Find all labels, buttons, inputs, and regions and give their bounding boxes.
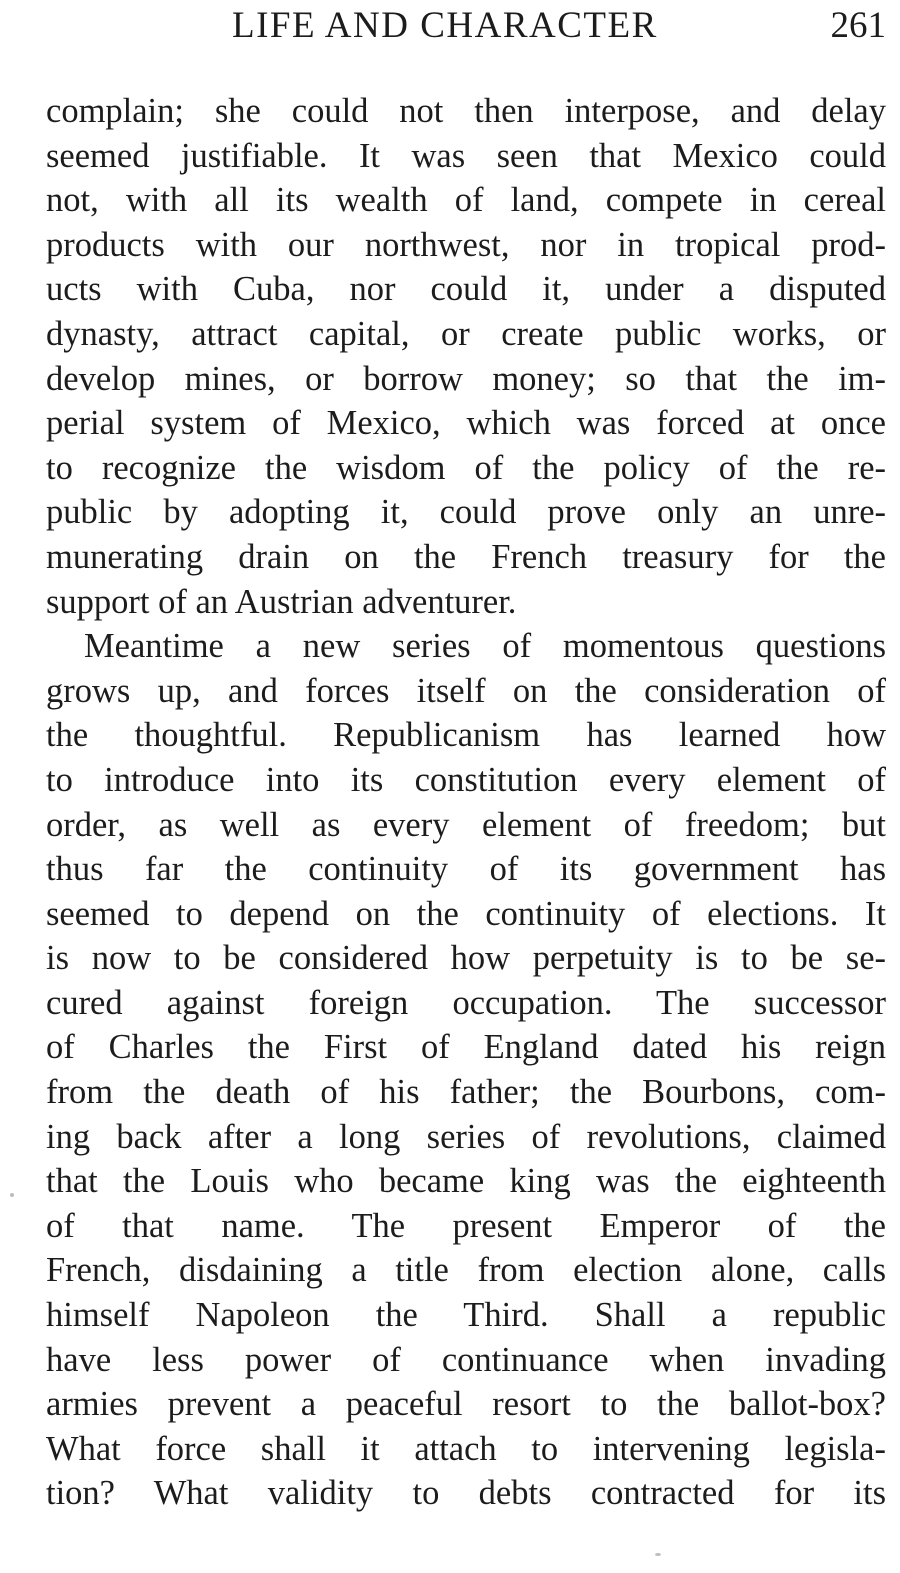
text-line: complain; she could not then interpose, and delay [46, 92, 886, 130]
running-head [46, 2, 886, 50]
text-line: public by adopting it, could prove only an unre- [46, 493, 886, 532]
body-text [46, 89, 886, 1516]
text-line: Meantime a new series of momentous questions [84, 627, 886, 666]
text-line: thus far the continuity of its government has [46, 850, 886, 889]
text-line: tion? What validity to debts contracted for its [46, 1474, 886, 1513]
text-line: order, as well as every element of freedom; but [46, 805, 886, 844]
text-line: ing back after a long series of revolutions, claimed [46, 1117, 886, 1156]
text-line: to recognize the wisdom of the policy of the re- [46, 448, 886, 487]
text-line: seemed justifiable. It was seen that Mexico could [46, 136, 886, 175]
text-line: have less power of continuance when invading [46, 1340, 886, 1379]
text-line: not, with all its wealth of land, compete in cereal [46, 181, 886, 220]
text-line: perial system of Mexico, which was forced at once [46, 404, 886, 443]
text-line: What force shall it attach to intervening legisla- [46, 1429, 886, 1468]
text-line: grows up, and forces itself on the consideration of [46, 671, 886, 710]
scan-speck [10, 1193, 14, 1197]
text-line: is now to be considered how perpetuity is to be se- [46, 939, 886, 978]
text-line: products with our northwest, nor in tropical prod- [46, 225, 886, 264]
text-line: from the death of his father; the Bourbons, com- [46, 1073, 886, 1112]
text-line: armies prevent a peaceful resort to the ballot-box? [46, 1385, 886, 1424]
text-line: of Charles the First of England dated his reign [46, 1028, 886, 1067]
paragraph-2 [46, 624, 886, 1516]
text-line: develop mines, or borrow money; so that the im- [46, 359, 886, 398]
text-line: cured against foreign occupation. The successor [46, 983, 886, 1022]
page-number: 261 [830, 5, 886, 46]
text-line: the thoughtful. Republicanism has learned how [46, 716, 886, 755]
scan-speck [655, 1553, 661, 1556]
text-line: ucts with Cuba, nor could it, under a disputed [46, 270, 886, 309]
text-line: support of an Austrian adventurer. [46, 582, 517, 621]
text-line: to introduce into its constitution every element of [46, 760, 886, 799]
text-line: French, disdaining a title from election alone, calls [46, 1251, 886, 1290]
text-line: of that name. The present Emperor of the [46, 1206, 886, 1245]
text-line: seemed to depend on the continuity of elections. It [46, 894, 886, 933]
text-line: that the Louis who became king was the eighteenth [46, 1162, 886, 1201]
text-line: himself Napoleon the Third. Shall a republic [46, 1296, 886, 1335]
running-title: LIFE AND CHARACTER [232, 5, 658, 46]
paragraph-1 [46, 89, 886, 624]
text-line: munerating drain on the French treasury for the [46, 537, 886, 576]
text-line: dynasty, attract capital, or create public works, or [46, 314, 886, 353]
